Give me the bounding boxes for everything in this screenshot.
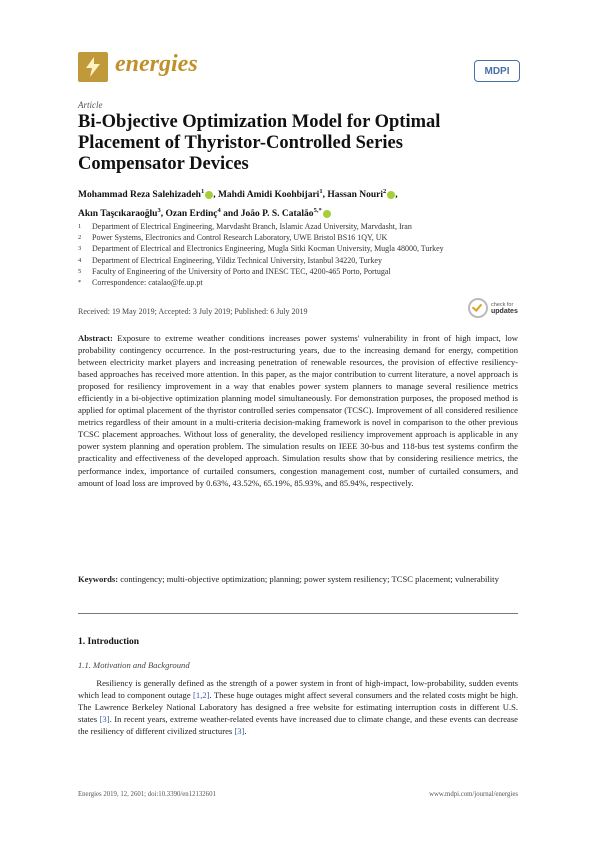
affiliation-item: 3 Department of Electrical and Electronics Engineering, Mugla Sitki Kocman University, Mugla 48000, Turkey [78, 244, 444, 254]
citation-link[interactable]: [1,2] [193, 690, 210, 701]
author-name: Ozan Erdinç [165, 209, 218, 220]
author-affil-sup: 1 [200, 188, 205, 195]
author-name: Akın Taşcıkaraoğlu [78, 209, 158, 220]
author-affil-sup: 5,* [313, 207, 322, 215]
affiliations [78, 221, 518, 288]
author-name: João P. S. Catalão [240, 209, 314, 220]
check-icon [468, 298, 488, 318]
keywords-text: contingency; multi-objective optimization; planning; power system resiliency; TCSC placement; vulnerability [120, 574, 499, 584]
journal-logo-icon [78, 52, 108, 82]
abstract-text: Exposure to extreme weather conditions increases power systems' vulnerability in front of high impact, low probability contingency occurrence. In the post-restructuring years, due to the increasing demand for energy, competition between electricity market players and increasing penetration of renewable resources, the provision of effective resiliency-based approaches has received more attention. In this paper, as the major contribution to current literature, a novel approach is proposed for resiliency improvement in a way that enables power system planners to manage several resilience metrics efficiently in a bi-objective optimization planning model simultaneously. For demonstration purposes, the proposed method is applied for optimal placement of the thyristor controlled series compensator (TCSC). Improvement of all considered resilience metrics regardless of their amount in a multi-criteria decision-making framework is novel in comparison to the other previous TCSC placement approaches. Without loss of generality, the developed resiliency improvement approach is applicable in any power system planning and operation problem. The simulation results on IEEE 30-bus and 118-bus test systems confirm the practicality and effectiveness of the developed approach. Simulation results show that by considering resilience metrics, the performance index, importance of curtailed consumers, congestion management cost, number of curtailed consumers, and amount of load loss are improved by 0.63%, 43.52%, 65.19%, 85.93%, and 85.94%, respectively. [78, 333, 518, 488]
author-affil-sup: 3 [157, 207, 161, 215]
affiliation-item: 1 Department of Electrical Engineering, Marvdasht Branch, Islamic Azad University, Marvdasht, Iran [78, 222, 412, 231]
subsection-heading: 1.1. Motivation and Background [78, 660, 190, 670]
author-affil-sup: 1 [319, 188, 323, 195]
journal-name: energies [115, 51, 198, 77]
orcid-icon[interactable] [205, 191, 213, 199]
keywords [78, 573, 518, 585]
abstract [78, 332, 518, 489]
citation-link[interactable]: [3] [99, 714, 110, 725]
orcid-icon[interactable] [387, 191, 395, 199]
author-affil-sup: 4 [217, 207, 221, 215]
article-type: Article [78, 100, 103, 110]
body-paragraph: Resiliency is generally defined as the strength of a power system in front of high-impact, low-probability, sudden events which lead to component outage [1,2]. These huge outages might affect several consumers and the related costs might be high. The Lawrence Berkeley National Laboratory has designed a free website for estimating interruption costs in different U.S. states [3]. In recent years, extreme weather-related events have increased due to climate change, and these events can decrease the resiliency of different civilized structures [3]. [78, 678, 518, 737]
citation-link[interactable]: [3] [234, 726, 245, 737]
affiliation-item: 5 Faculty of Engineering of the University of Porto and INESC TEC, 4200-465 Porto, Portugal [78, 266, 391, 276]
check-updates-badge[interactable]: check for updates [468, 298, 520, 318]
mdpi-logo: MDPI [474, 60, 520, 82]
orcid-icon[interactable] [323, 210, 331, 218]
paper-title: Bi-Objective Optimization Model for Optimal Placement of Thyristor-Controlled Series Compensator Devices [78, 112, 441, 174]
author-name: Mahdi Amidi Koohbijari [217, 190, 320, 201]
footer-citation: Energies 2019, 12, 2601; doi:10.3390/en12132601 [78, 791, 216, 798]
footer-url[interactable]: www.mdpi.com/journal/energies [429, 791, 518, 798]
author-affil-sup: 2 [383, 188, 387, 195]
section-heading: 1. Introduction [78, 637, 140, 647]
author-name: Hassan Nouri [327, 190, 384, 201]
divider [78, 613, 518, 614]
keywords-label: Keywords: [78, 574, 119, 584]
affiliation-item: 2 Power Systems, Electronics and Control Research Laboratory, UWE Bristol BS16 1QY, UK [78, 233, 388, 243]
publication-dates: Received: 19 May 2019; Accepted: 3 July 2019; Published: 6 July 2019 [78, 307, 308, 316]
abstract-label: Abstract: [78, 333, 113, 343]
author-name: Mohammad Reza Salehizadeh [78, 190, 201, 201]
affiliation-item: 4 Department of Electrical Engineering, Yildiz Technical University, Istanbul 34220, Turkey [78, 255, 382, 265]
author-list: Mohammad Reza Salehizadeh$^1$ , Mahdi Amidi Koohbijari$^1$, Hassan Nouri$^2$ , Akın Taşcıkaraoğlu$^3$, Ozan Erdinç$^4$ and João P. S. Catalão$^{5,*}$ [78, 188, 398, 220]
correspondence: * Correspondence: catalao@fe.up.pt [78, 278, 203, 288]
